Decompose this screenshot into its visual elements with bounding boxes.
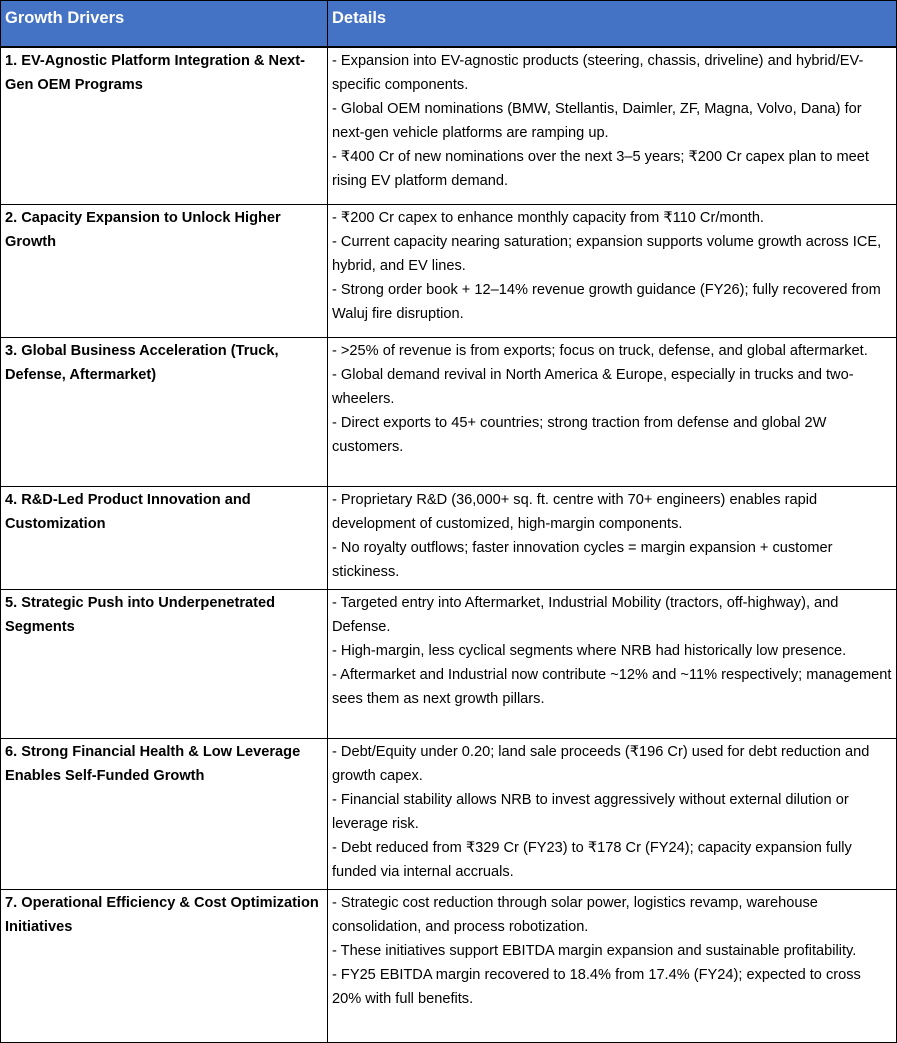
- detail-item: - Aftermarket and Industrial now contribute ~12% and ~11% respectively; management sees them as next growth pillars.: [332, 667, 892, 707]
- details-cell: [328, 338, 897, 487]
- detail-item: - Strong order book + 12–14% revenue growth guidance (FY26); fully recovered from Waluj fire disruption.: [332, 282, 881, 322]
- details-cell: [328, 487, 897, 590]
- detail-item: - FY25 EBITDA margin recovered to 18.4% from 17.4% (FY24); expected to cross 20% with full benefits.: [332, 967, 861, 1007]
- driver-cell: 6. Strong Financial Health & Low Leverage Enables Self-Funded Growth: [1, 739, 328, 890]
- detail-item: - These initiatives support EBITDA margin expansion and sustainable profitability.: [332, 943, 857, 959]
- table-row: [1, 739, 897, 890]
- detail-item: - ₹200 Cr capex to enhance monthly capacity from ₹110 Cr/month.: [332, 210, 764, 226]
- details-cell: [328, 590, 897, 739]
- details-cell: [328, 47, 897, 205]
- detail-item: - Global demand revival in North America & Europe, especially in trucks and two-wheelers.: [332, 367, 854, 407]
- details-cell: [328, 739, 897, 890]
- details-cell: [328, 890, 897, 1043]
- table-row: [1, 47, 897, 205]
- detail-item: - Current capacity nearing saturation; expansion supports volume growth across ICE, hybrid, and EV lines.: [332, 234, 882, 274]
- table-row: [1, 590, 897, 739]
- table-row: [1, 338, 897, 487]
- detail-item: - Targeted entry into Aftermarket, Industrial Mobility (tractors, off-highway), and Defense.: [332, 595, 839, 635]
- detail-item: - >25% of revenue is from exports; focus on truck, defense, and global aftermarket.: [332, 343, 868, 359]
- driver-cell: 7. Operational Efficiency & Cost Optimization Initiatives: [1, 890, 328, 1043]
- driver-cell: 3. Global Business Acceleration (Truck, Defense, Aftermarket): [1, 338, 328, 487]
- detail-item: - Global OEM nominations (BMW, Stellantis, Daimler, ZF, Magna, Volvo, Dana) for next-gen vehicle platforms are ramping up.: [332, 101, 862, 141]
- detail-item: - ₹400 Cr of new nominations over the next 3–5 years; ₹200 Cr capex plan to meet rising EV platform demand.: [332, 149, 869, 189]
- header-growth-drivers: Growth Drivers: [1, 1, 328, 48]
- detail-item: - Direct exports to 45+ countries; strong traction from defense and global 2W customers.: [332, 415, 827, 455]
- driver-cell: 1. EV-Agnostic Platform Integration & Next-Gen OEM Programs: [1, 47, 328, 205]
- detail-item: - Debt/Equity under 0.20; land sale proceeds (₹196 Cr) used for debt reduction and growth capex.: [332, 744, 870, 784]
- detail-item: - No royalty outflows; faster innovation cycles = margin expansion + customer stickiness.: [332, 540, 833, 580]
- detail-item: - Debt reduced from ₹329 Cr (FY23) to ₹178 Cr (FY24); capacity expansion fully funded via internal accruals.: [332, 840, 852, 880]
- header-details: Details: [328, 1, 897, 48]
- driver-cell: 4. R&D-Led Product Innovation and Customization: [1, 487, 328, 590]
- detail-item: - Strategic cost reduction through solar power, logistics revamp, warehouse consolidation, and process robotization.: [332, 895, 818, 935]
- header-row: [1, 1, 897, 48]
- details-cell: [328, 205, 897, 338]
- table-row: [1, 205, 897, 338]
- detail-item: - Financial stability allows NRB to invest aggressively without external dilution or leverage risk.: [332, 792, 849, 832]
- detail-item: - High-margin, less cyclical segments where NRB had historically low presence.: [332, 643, 847, 659]
- driver-cell: 2. Capacity Expansion to Unlock Higher Growth: [1, 205, 328, 338]
- table-row: [1, 890, 897, 1043]
- detail-item: - Proprietary R&D (36,000+ sq. ft. centre with 70+ engineers) enables rapid development of customized, high-margin components.: [332, 492, 818, 532]
- driver-cell: 5. Strategic Push into Underpenetrated Segments: [1, 590, 328, 739]
- table-row: [1, 487, 897, 590]
- detail-item: - Expansion into EV-agnostic products (steering, chassis, driveline) and hybrid/EV-specific components.: [332, 53, 864, 93]
